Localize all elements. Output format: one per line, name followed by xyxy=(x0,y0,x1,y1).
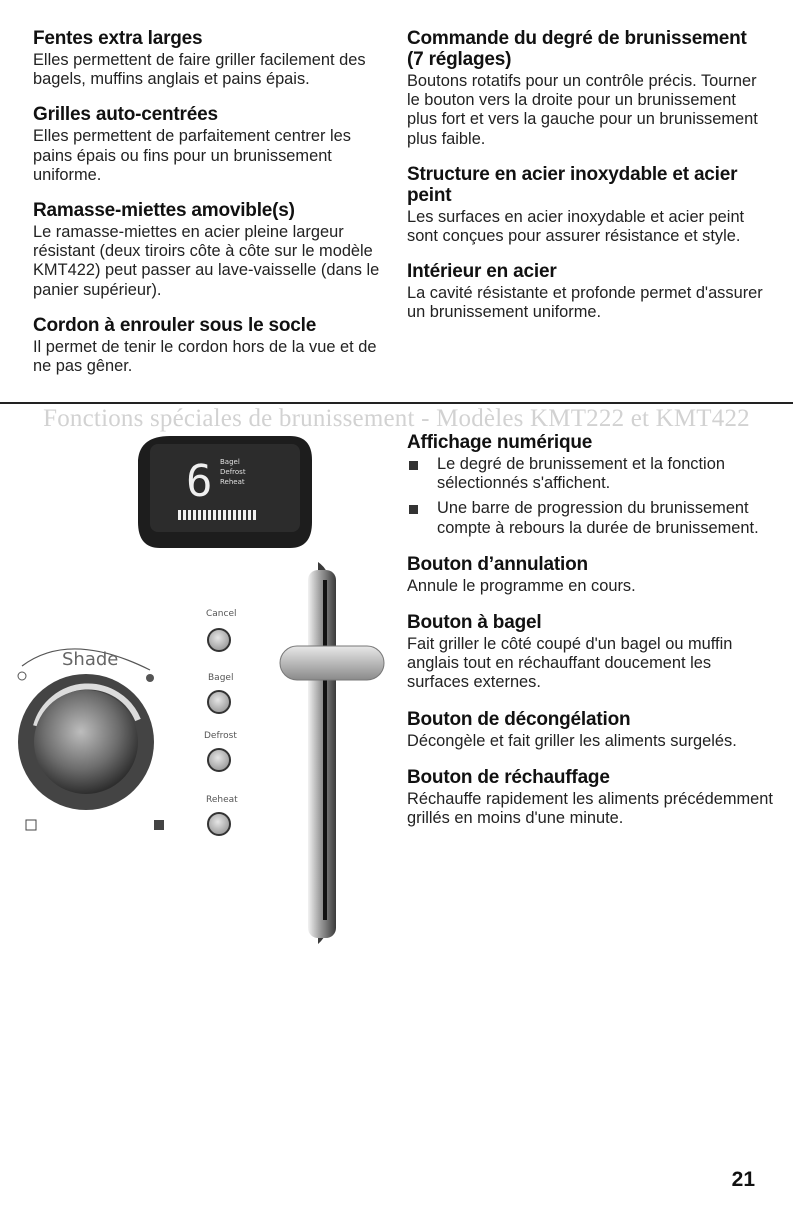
section-divider xyxy=(0,402,793,404)
feature-section xyxy=(407,612,777,693)
dial-max-marker xyxy=(146,674,154,682)
section-body: Elles permettent de faire griller facilement des bagels, muffins anglais et pains épais. xyxy=(33,51,366,89)
section-heading: Bouton à bagel xyxy=(407,612,542,634)
lever-handle xyxy=(280,646,384,680)
feature-section xyxy=(407,709,777,751)
function-buttons xyxy=(204,609,238,835)
section-heading: Bouton de réchauffage xyxy=(407,766,610,788)
feature-section xyxy=(33,104,388,185)
right-column-lower xyxy=(407,432,777,844)
section-body: Fait griller le côté coupé d'un bagel ou muffin anglais tout en réchauffant doucement les surfaces externes. xyxy=(407,635,733,692)
feature-section xyxy=(407,554,777,596)
section-heading: Grilles auto-centrées xyxy=(33,104,218,126)
feature-section xyxy=(407,261,767,322)
cancel-label: Cancel xyxy=(206,609,237,619)
display-mode-reheat: Reheat xyxy=(220,478,245,486)
toasting-lever xyxy=(280,562,384,944)
feature-section xyxy=(407,767,777,828)
reheat-button-graphic xyxy=(208,813,230,835)
section-body: Les surfaces en acier inoxydable et acier peint sont conçues pour assurer résistance et style. xyxy=(407,207,745,246)
dial-label: Shade xyxy=(62,649,119,670)
display-section xyxy=(407,432,777,538)
bullet-item: Une barre de progression du brunissement compte à rebours la durée de brunissement. xyxy=(407,499,777,537)
display-digit: 6 xyxy=(186,456,213,507)
section-body: Réchauffe rapidement les aliments précédemment grillés en moins d'une minute. xyxy=(407,789,773,828)
section-body: Il permet de tenir le cordon hors de la vue et de ne pas gêner. xyxy=(33,337,377,376)
bullet-square-icon xyxy=(409,505,418,514)
section-body: Le ramasse-miettes en acier pleine largeur résistant (deux tiroirs côte à côte sur le modèle KMT422) peut passer au lave-vaisselle (dans le panier supérieur). xyxy=(33,223,380,299)
section-body: Annule le programme en cours. xyxy=(407,576,636,595)
reheat-label: Reheat xyxy=(206,795,238,805)
dark-shade-icon xyxy=(154,820,164,830)
bullet-square-icon xyxy=(409,461,418,470)
bagel-label: Bagel xyxy=(208,673,234,683)
left-column xyxy=(33,28,388,391)
section-heading: Cordon à enrouler sous le socle xyxy=(33,314,317,336)
section-body: La cavité résistante et profonde permet d'assurer un brunissement uniforme. xyxy=(407,284,763,322)
cancel-button-graphic xyxy=(208,629,230,651)
display-mode-bagel: Bagel xyxy=(220,458,240,466)
right-column xyxy=(407,28,767,338)
shade-dial xyxy=(18,649,164,830)
section-heading: Commande du degré de brunissement (7 réglages) xyxy=(407,28,747,70)
light-shade-icon xyxy=(26,820,36,830)
section-body: Elles permettent de parfaitement centrer les pains épais ou fins pour un brunissement uniforme. xyxy=(33,127,351,184)
section-body: Boutons rotatifs pour un contrôle précis. Tourner le bouton vers la droite pour un brunissement plus fort et vers la gauche pour un brunissement plus faible. xyxy=(407,72,758,148)
section-heading: Ramasse-miettes amovible(s) xyxy=(33,200,295,222)
section-heading: Intérieur en acier xyxy=(407,261,557,283)
toaster-controls-illustration xyxy=(0,430,400,950)
digital-display xyxy=(138,436,312,548)
feature-section xyxy=(407,164,767,246)
dial-min-marker xyxy=(18,672,26,680)
bullet-item: Le degré de brunissement et la fonction sélectionnés s'affichent. xyxy=(407,455,777,493)
page-number: 21 xyxy=(731,1168,755,1191)
section-heading: Bouton de décongélation xyxy=(407,708,631,730)
display-mode-defrost: Defrost xyxy=(220,468,246,476)
defrost-label: Defrost xyxy=(204,731,237,741)
section-body: Décongèle et fait griller les aliments surgelés. xyxy=(407,731,737,750)
section-heading: Affichage numérique xyxy=(407,432,593,453)
section-heading: Structure en acier inoxydable et acier peint xyxy=(407,163,738,206)
feature-section xyxy=(33,28,388,89)
band-title: Fonctions spéciales de brunissement - Modèles KMT222 et KMT422 xyxy=(43,405,750,432)
feature-section xyxy=(33,315,388,376)
feature-section xyxy=(33,200,388,300)
defrost-button-graphic xyxy=(208,749,230,771)
bullet-list xyxy=(407,455,777,538)
section-heading: Bouton d’annulation xyxy=(407,553,588,575)
feature-section xyxy=(407,28,767,149)
bagel-button-graphic xyxy=(208,691,230,713)
section-heading: Fentes extra larges xyxy=(33,28,203,49)
